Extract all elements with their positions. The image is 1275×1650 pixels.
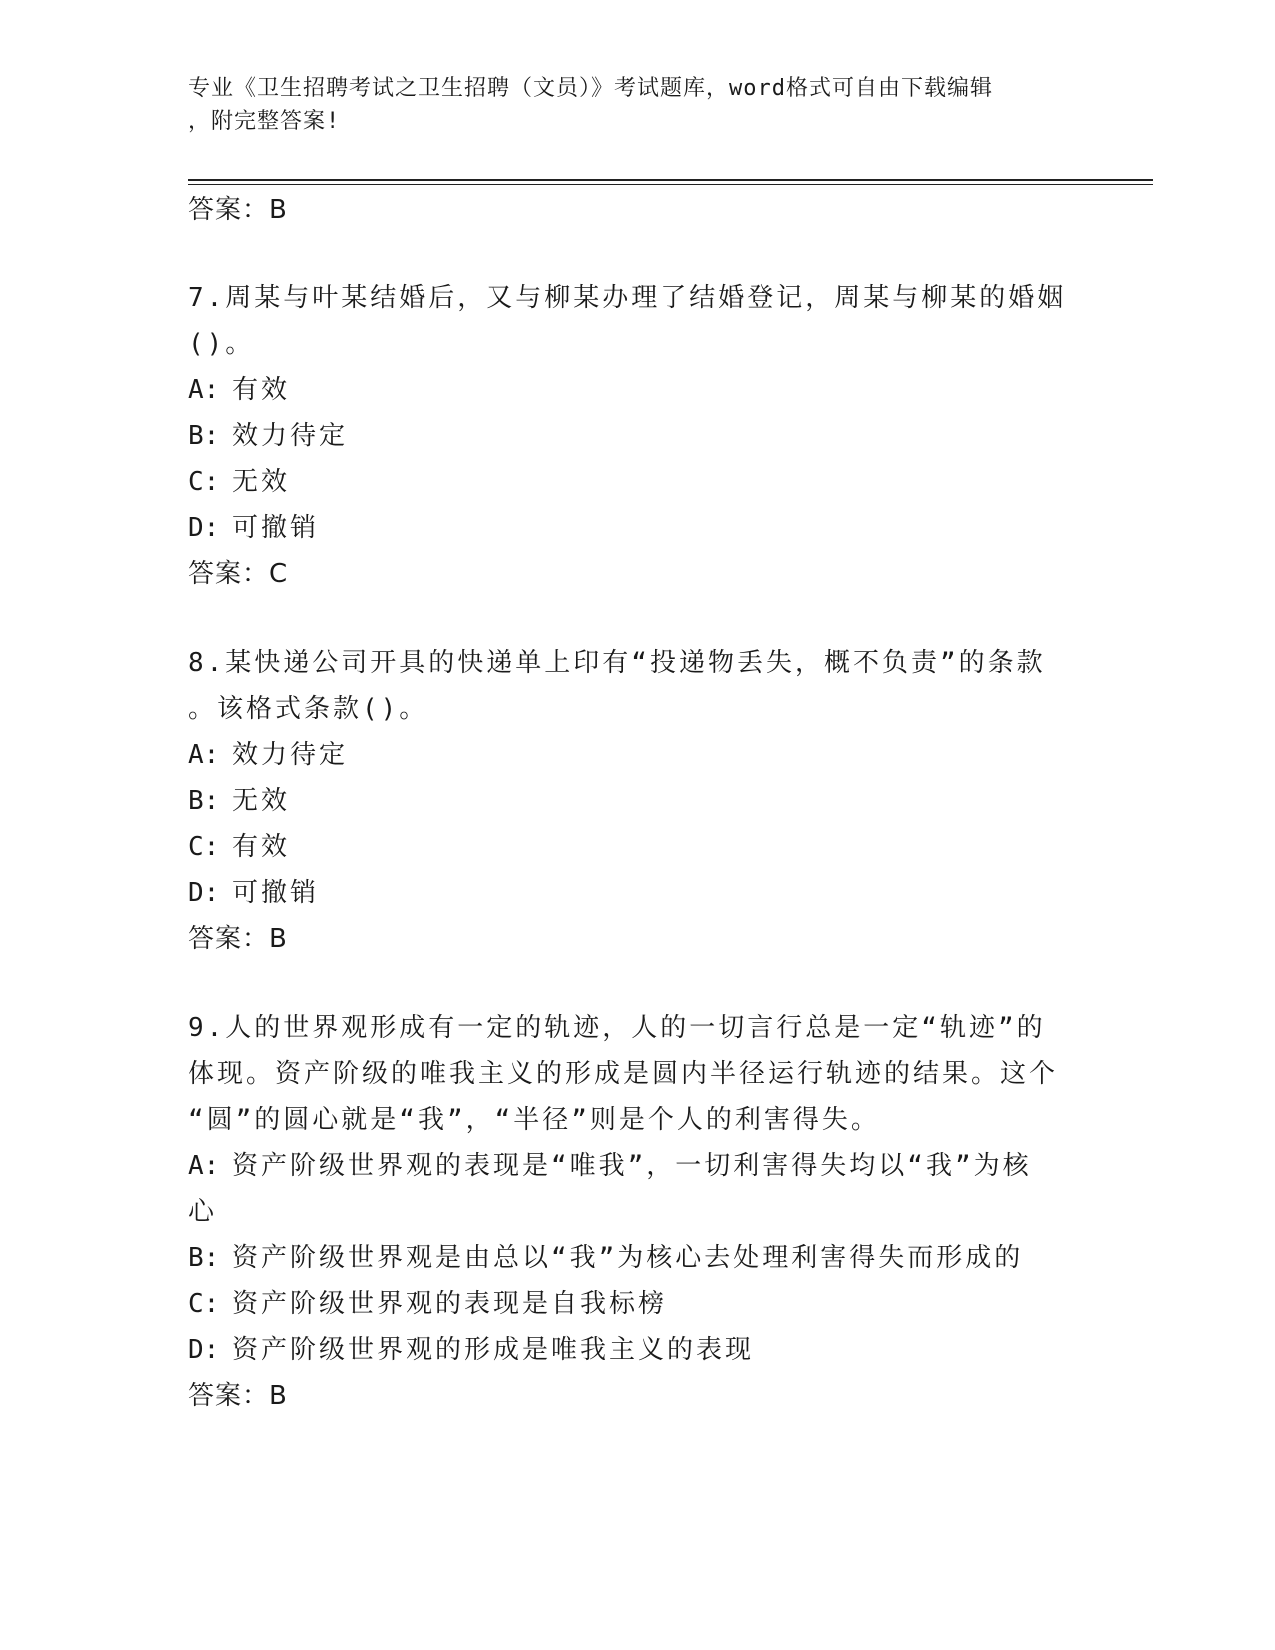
header-line-2: ，附完整答案!: [188, 109, 341, 134]
option-label: C:: [188, 1289, 220, 1319]
header-line-1: 专业《卫生招聘考试之卫生招聘（文员）》考试题库，word格式可自由下载编辑: [188, 76, 993, 101]
option-label: C:: [188, 832, 220, 862]
option-text: 效力待定: [232, 421, 349, 451]
option-label: A:: [188, 1151, 220, 1181]
option-label: B:: [188, 1243, 220, 1273]
option-b: [188, 413, 1088, 459]
option-b: [188, 1235, 1088, 1281]
option-text: 无效: [232, 786, 291, 816]
question-8: [188, 640, 1088, 962]
option-text: 资产阶级世界观是由总以“我”为核心去处理利害得失而形成的: [232, 1243, 1024, 1273]
option-label: D:: [188, 1335, 220, 1365]
option-a: [188, 367, 1088, 413]
answer-text: 答案：C: [188, 559, 289, 589]
question-stem-line: ()。: [188, 329, 255, 359]
option-text: 资产阶级世界观的表现是“唯我”，一切利害得失均以“我”为核: [232, 1151, 1032, 1181]
option-label: B:: [188, 786, 220, 816]
question-stem-line: “圆”的圆心就是“我”，“半径”则是个人的利害得失。: [188, 1105, 880, 1135]
document-header: [188, 72, 1088, 138]
option-label: D:: [188, 878, 220, 908]
option-text: 资产阶级世界观的形成是唯我主义的表现: [232, 1335, 755, 1365]
option-label: B:: [188, 421, 220, 451]
option-b: [188, 778, 1088, 824]
option-c: [188, 459, 1088, 505]
option-text: 无效: [232, 467, 291, 497]
option-label: A:: [188, 740, 220, 770]
answer-text: 答案：B: [188, 1381, 288, 1411]
option-d: [188, 1327, 1088, 1373]
header-divider-thin: [188, 184, 1153, 185]
question-stem-line: 9.人的世界观形成有一定的轨迹，人的一切言行总是一定“轨迹”的: [188, 1013, 1046, 1043]
option-d: [188, 505, 1088, 551]
header-divider: [188, 179, 1153, 181]
question-9: [188, 1005, 1088, 1419]
option-text: 可撤销: [232, 513, 320, 543]
option-label: A:: [188, 375, 220, 405]
option-label: C:: [188, 467, 220, 497]
option-text: 有效: [232, 375, 291, 405]
option-a-continued: 心: [188, 1197, 218, 1227]
option-text: 资产阶级世界观的表现是自我标榜: [232, 1289, 668, 1319]
answer-text: 答案：B: [188, 924, 288, 954]
option-label: D:: [188, 513, 220, 543]
option-d: [188, 870, 1088, 916]
option-a: [188, 1143, 1088, 1189]
option-text: 可撤销: [232, 878, 320, 908]
previous-answer: [188, 187, 1088, 233]
question-stem-line: 体现。资产阶级的唯我主义的形成是圆内半径运行轨迹的结果。这个: [188, 1059, 1059, 1089]
question-stem-line: 7.周某与叶某结婚后，又与柳某办理了结婚登记，周某与柳某的婚姻: [188, 283, 1067, 313]
option-text: 效力待定: [232, 740, 349, 770]
question-7: [188, 275, 1088, 597]
option-text: 有效: [232, 832, 291, 862]
option-c: [188, 1281, 1088, 1327]
option-a: [188, 732, 1088, 778]
option-c: [188, 824, 1088, 870]
question-stem-line: 。该格式条款()。: [188, 694, 429, 724]
answer-text: 答案：B: [188, 195, 288, 225]
question-stem-line: 8.某快递公司开具的快递单上印有“投递物丢失，概不负责”的条款: [188, 648, 1046, 678]
